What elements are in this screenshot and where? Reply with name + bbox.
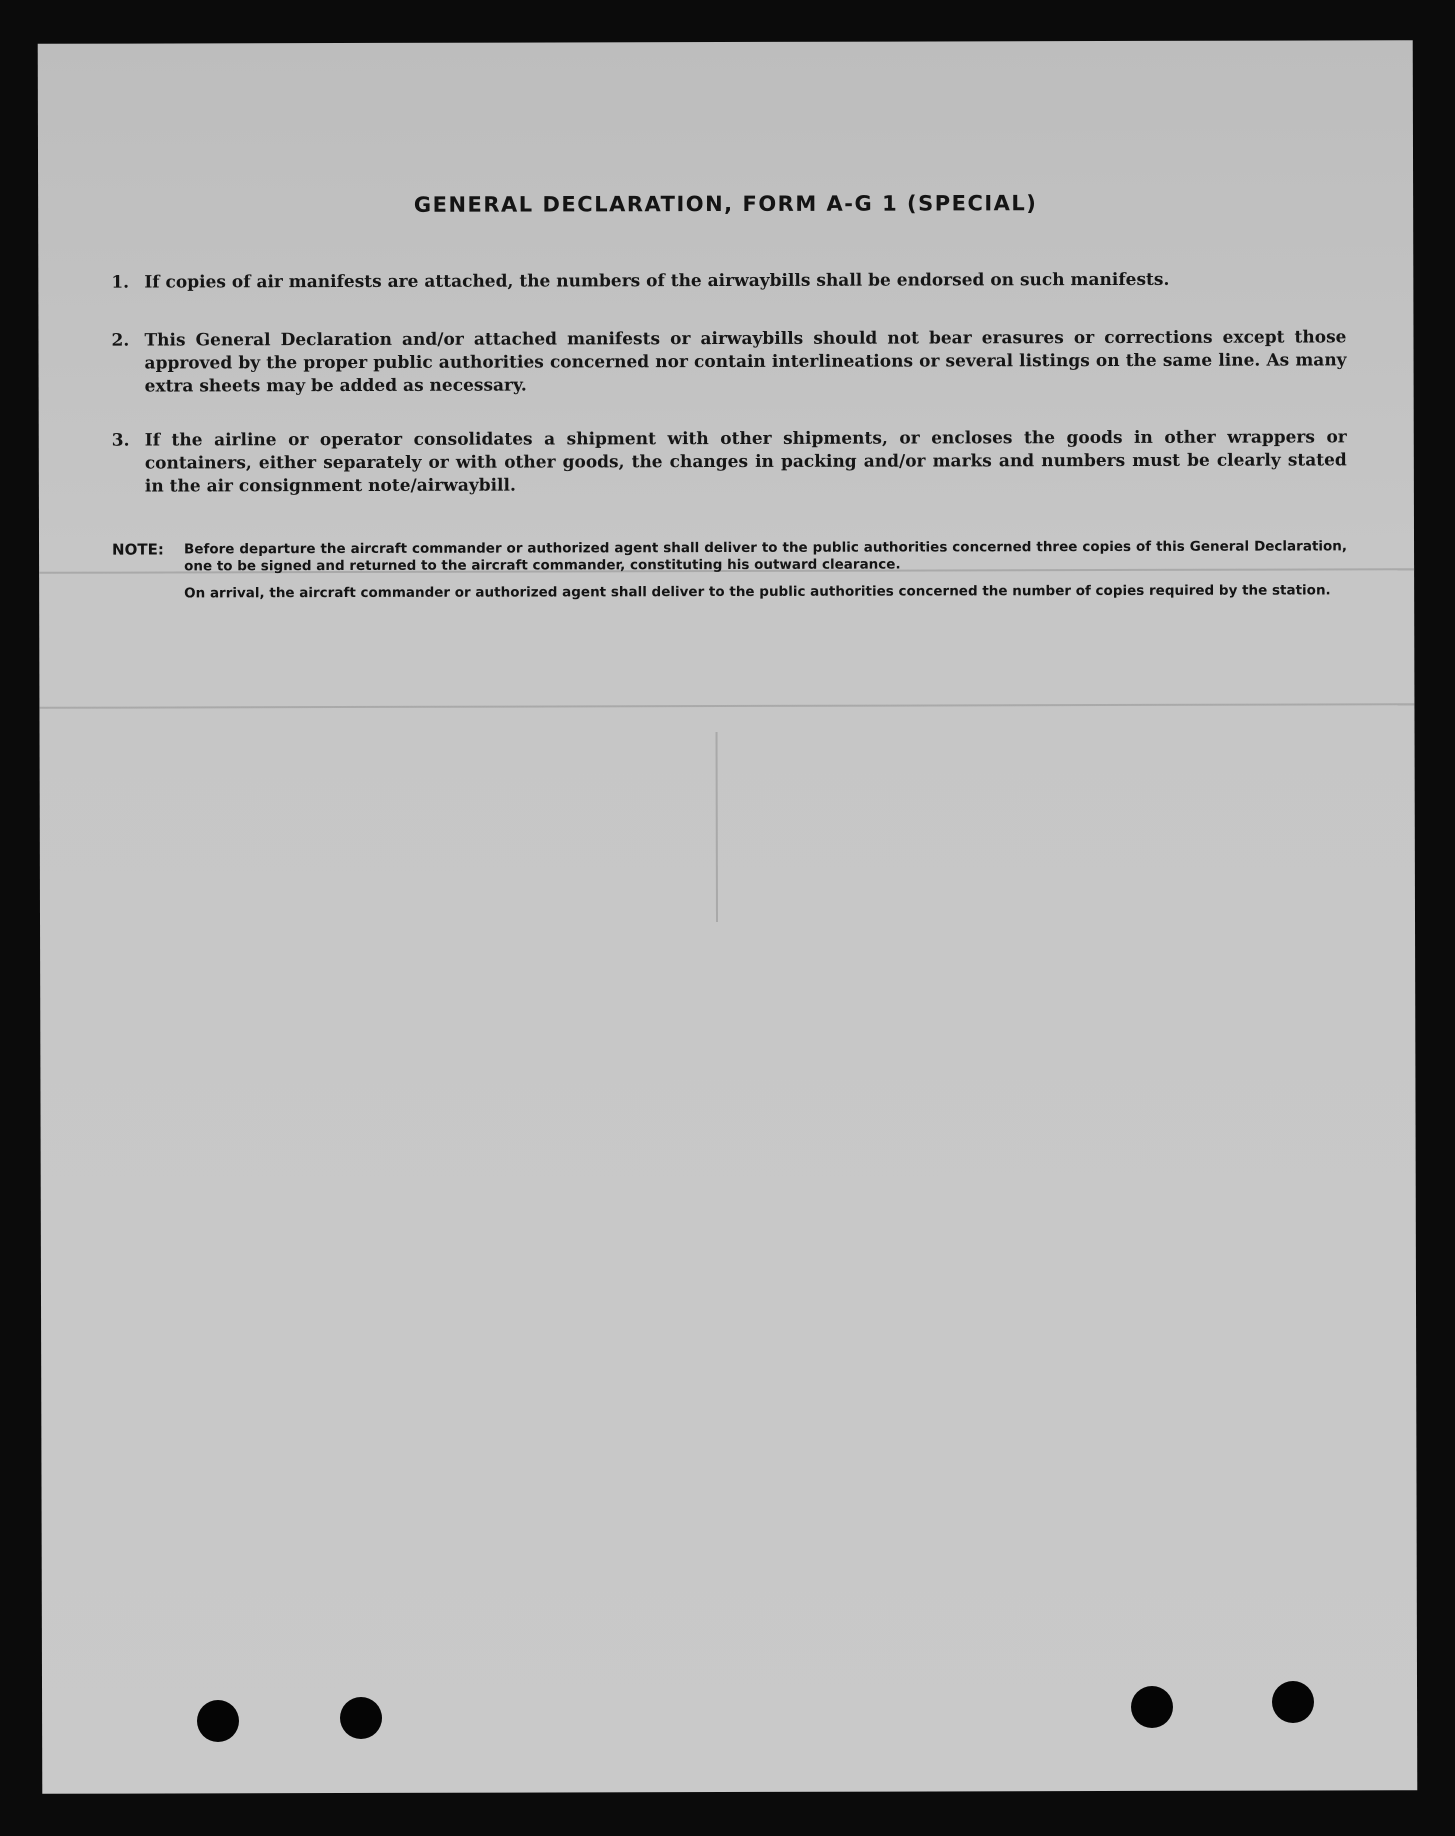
instruction-item-3 [112,426,1347,498]
note-section [112,538,1347,602]
note-paragraph-arrival: On arrival, the aircraft commander or authorized agent shall deliver to the public authorities concerned the number of copies required by the station. [184,582,1331,602]
document-page [38,40,1418,1794]
note-label: NOTE: [112,540,164,559]
punch-hole [1272,1681,1314,1723]
note-paragraph-departure: Before departure the aircraft commander or authorized agent shall deliver to the public authorities concerned three copies of this General Declaration, one to be signed and returned to the aircraft commander, constituting his outward clearance. [184,538,1348,575]
paper-crease [716,732,718,922]
document-title: GENERAL DECLARATION, FORM A-G 1 (SPECIAL) [413,191,1038,217]
item-number: 3. [111,430,130,451]
instruction-item-1 [111,268,1346,294]
item-text: If copies of air manifests are attached, the numbers of the airwaybills shall be endorsed on such manifests. [144,269,1170,293]
item-number: 2. [111,330,130,351]
item-number: 1. [111,272,130,293]
punch-hole [340,1697,382,1739]
punch-hole [1131,1686,1173,1728]
fold-line [39,703,1414,709]
punch-hole [197,1700,239,1742]
instruction-item-2 [111,326,1346,398]
item-text: If the airline or operator consolidates a shipment with other shipments, or encloses the goods in other wrappers or containers, either separately or with other goods, the changes in packing and/or marks and numbers must be clearly stated in the air consignment note/airwaybill. [144,427,1347,497]
item-text: This General Declaration and/or attached manifests or airwaybills should not bear erasures or corrections except those approved by the proper public authorities concerned nor contain interlineations or several listings on the same line. As many extra sheets may be added as necessary. [144,327,1347,397]
